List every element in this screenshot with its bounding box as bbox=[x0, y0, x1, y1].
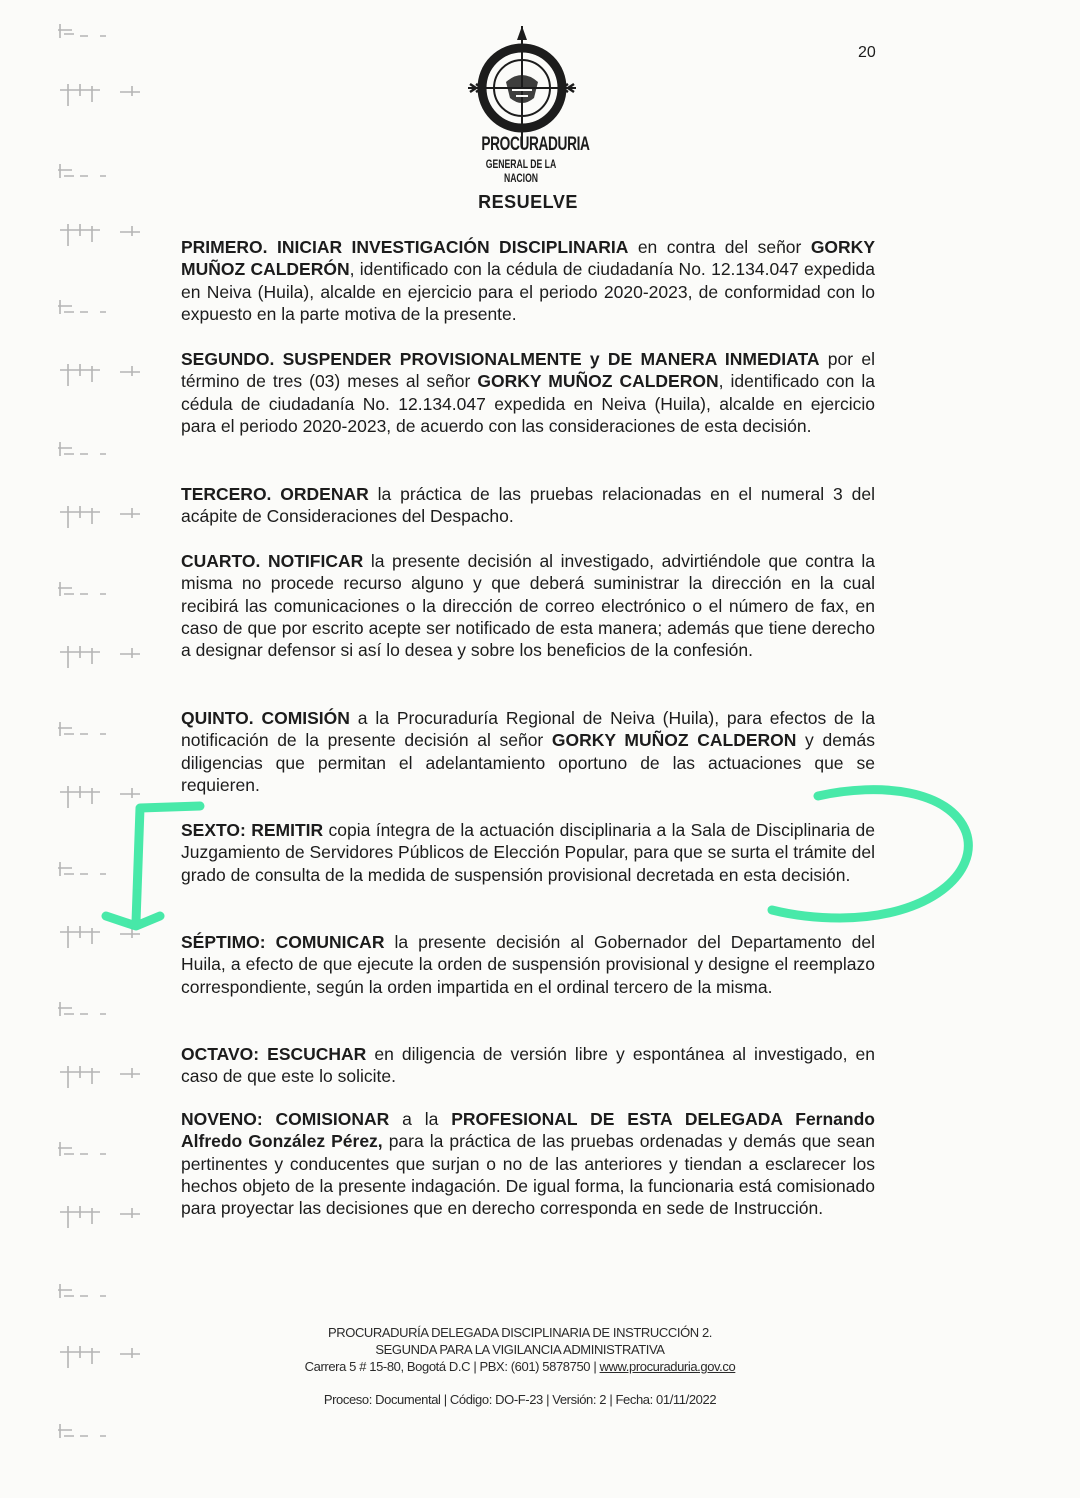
section-text: , identificado con la cédula de ciudadanía No. 12.134.047 expedida en Neiva (Huila), alcalde en ejercicio para el periodo 2020-2023, de conformidad con lo expuesto en la parte motiva de la presente. bbox=[181, 259, 875, 324]
section-bold-text: GORKY MUÑOZ CALDERÓN bbox=[181, 237, 875, 280]
section-text: la presente decisión al Gobernador del Departamento del Huila, a efecto de que ejecute la orden de suspensión provisional y designe el reemplazo correspondiente, según la orden impartida en el ordinal tercero de la misma. bbox=[181, 932, 875, 997]
section-lead: QUINTO. COMISIÓN bbox=[181, 708, 350, 728]
footer-contact-line bbox=[250, 1359, 790, 1374]
section-lead: SÉPTIMO: COMUNICAR bbox=[181, 932, 385, 952]
section-lead: SEGUNDO. SUSPENDER PROVISIONALMENTE y DE MANERA INMEDIATA bbox=[181, 349, 820, 369]
section-text: la práctica de las pruebas relacionadas en el numeral 3 del acápite de Consideraciones del Despacho. bbox=[181, 484, 875, 527]
logo-line2: GENERAL DE LA NACION bbox=[485, 157, 557, 185]
section-lead: OCTAVO: ESCUCHAR bbox=[181, 1044, 367, 1064]
page-number: 20 bbox=[858, 44, 876, 61]
section-segundo bbox=[181, 348, 875, 437]
section-primero bbox=[181, 236, 875, 325]
section-noveno bbox=[181, 1108, 875, 1219]
section-text: la presente decisión al investigado, advirtiéndole que contra la misma no procede recurso alguno y que deberá suministrar la dirección en la cual recibirá las comunicaciones o la dirección de correo electrónico o el número de fax, en caso de que por escrito acepte ser notificado de esta manera; además que tiene derecho a designar defensor si así lo desea y sobre los beneficios de la confesión. bbox=[181, 551, 876, 661]
section-text: en contra del señor bbox=[628, 237, 811, 257]
section-septimo bbox=[181, 931, 875, 998]
section-bold-text: GORKY MUÑOZ CALDERON bbox=[477, 371, 719, 392]
section-text: y demás diligencias que permitan el adelantamiento oportuno de las actuaciones que se requieren. bbox=[181, 730, 875, 795]
section-octavo bbox=[181, 1043, 875, 1088]
footer-office-line: PROCURADURÍA DELEGADA DISCIPLINARIA DE INSTRUCCIÓN 2. bbox=[327, 1325, 713, 1340]
footer-address: Carrera 5 # 15-80, Bogotá D.C | PBX: (601) 5878750 | bbox=[304, 1359, 600, 1374]
section-quinto bbox=[181, 707, 875, 796]
footer-subtitle-line: SEGUNDA PARA LA VIGILANCIA ADMINISTRATIVA bbox=[375, 1342, 665, 1357]
margin-binding-marks bbox=[40, 0, 180, 1498]
section-text: para la práctica de las pruebas ordenadas y demás que sean pertinentes y conducentes que surjan o no de las anteriores y tiendan a esclarecer los hechos objeto de la presente indagación. De igual forma, la funcionaria está comisionado para proyectar las decisiones que en derecho corresponda en sede de Instrucción. bbox=[181, 1131, 875, 1219]
section-lead: PRIMERO. INICIAR INVESTIGACIÓN DISCIPLINARIA bbox=[181, 237, 629, 257]
section-text: , identificado con la cédula de ciudadanía No. 12.134.047 expedida en Neiva (Huila), alcalde en ejercicio para el periodo 2020-2023, de acuerdo con las consideraciones de esta decisión. bbox=[181, 371, 875, 436]
section-cuarto bbox=[181, 550, 875, 661]
section-lead: CUARTO. NOTIFICAR bbox=[181, 551, 364, 571]
section-text: en diligencia de versión libre y espontánea al investigado, en caso de que este lo solicite. bbox=[181, 1044, 875, 1087]
section-lead: TERCERO. ORDENAR bbox=[181, 484, 369, 504]
section-text: a la Procuraduría Regional de Neiva (Huila), para efectos de la notificación de la presente decisión al señor bbox=[181, 708, 875, 751]
footer-website-link[interactable]: www.procuraduria.gov.co bbox=[599, 1359, 736, 1374]
footer-process-line: Proceso: Documental | Código: DO-F-23 | Versión: 2 | Fecha: 01/11/2022 bbox=[323, 1392, 717, 1407]
section-bold-text: PROFESIONAL DE ESTA DELEGADA Fernando Alfredo González Pérez, bbox=[181, 1109, 875, 1152]
section-text: por el término de tres (03) meses al señor bbox=[181, 349, 875, 392]
section-bold-text: GORKY MUÑOZ CALDERON bbox=[551, 730, 797, 751]
section-lead: SEXTO: REMITIR bbox=[181, 820, 324, 840]
section-tercero bbox=[181, 483, 875, 528]
section-text: a la bbox=[389, 1109, 452, 1129]
section-text: copia íntegra de la actuación disciplinaria a la Sala de Disciplinaria de Juzgamiento de Servidores Públicos de Elección Popular, para que se surta el trámite del grado de consulta de la medida de suspensión provisional decretada en esta decisión. bbox=[181, 820, 875, 885]
section-lead: NOVENO: COMISIONAR bbox=[181, 1109, 390, 1129]
resolution-heading: RESUELVE bbox=[478, 192, 578, 212]
logo-line1: PROCURADURIA bbox=[481, 134, 590, 155]
section-sexto bbox=[181, 819, 875, 886]
